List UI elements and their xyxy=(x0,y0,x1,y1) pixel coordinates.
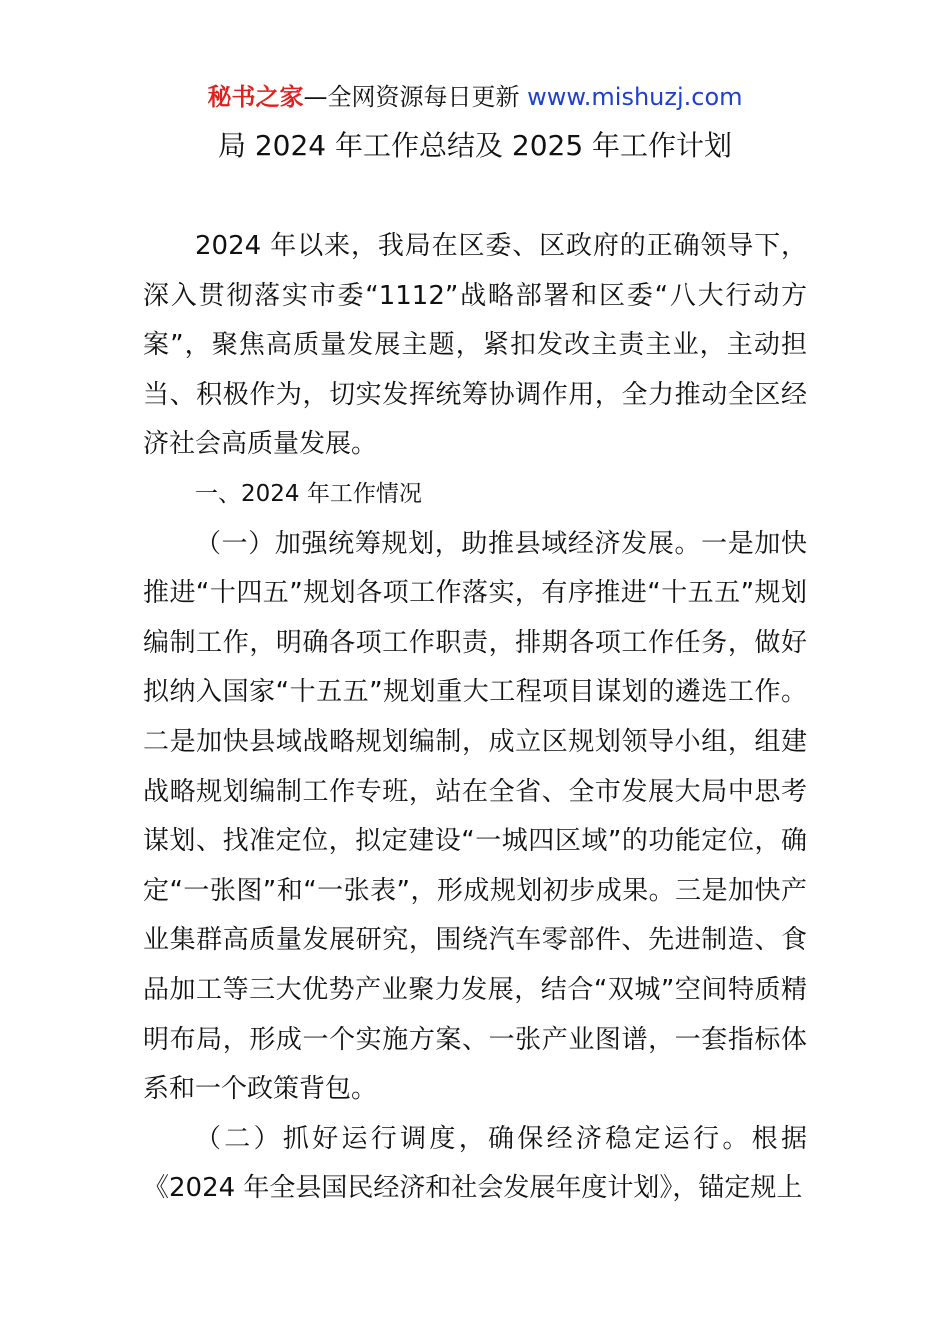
document-title: 局 2024 年工作总结及 2025 年工作计划 xyxy=(217,129,733,162)
document-body xyxy=(143,222,807,1214)
intro-paragraph: 2024 年以来，我局在区委、区政府的正确领导下，深入贯彻落实市委“1112”战略部署和区委“八大行动方案”，聚焦高质量发展主题，紧扣发改主责主业，主动担当、积极作为，切实发挥统筹协调作用，全力推动全区经济社会高质量发展。 xyxy=(143,231,807,460)
body-paragraph: （二）抓好运行调度，确保经济稳定运行。根据《2024 年全县国民经济和社会发展年度计划》，锚定规上 xyxy=(143,1123,807,1204)
header-slogan: —全网资源每日更新 xyxy=(303,83,528,111)
site-header xyxy=(0,80,950,114)
brand-name: 秘书之家 xyxy=(207,83,304,111)
body-paragraph: （一）加强统筹规划，助推县域经济发展。一是加快推进“十四五”规划各项工作落实，有序推进“十五五”规划编制工作，明确各项工作职责，排期各项工作任务，做好拟纳入国家“十五五”规划重大工程项目谋划的遴选工作。二是加快县域战略规划编制，成立区规划领导小组，组建战略规划编制工作专班，站在全省、全市发展大局中思考谋划、找准定位，拟定建设“一城四区域”的功能定位，确定“一张图”和“一张表”，形成规划初步成果。三是加快产业集群高质量发展研究，围绕汽车零部件、先进制造、食品加工等三大优势产业聚力发展，结合“双城”空间特质精明布局，形成一个实施方案、一张产业图谱，一套指标体系和一个政策背包。 xyxy=(143,528,807,1105)
section-heading: 一、2024 年工作情况 xyxy=(195,480,422,507)
site-url[interactable]: www.mishuzj.com xyxy=(527,83,743,111)
